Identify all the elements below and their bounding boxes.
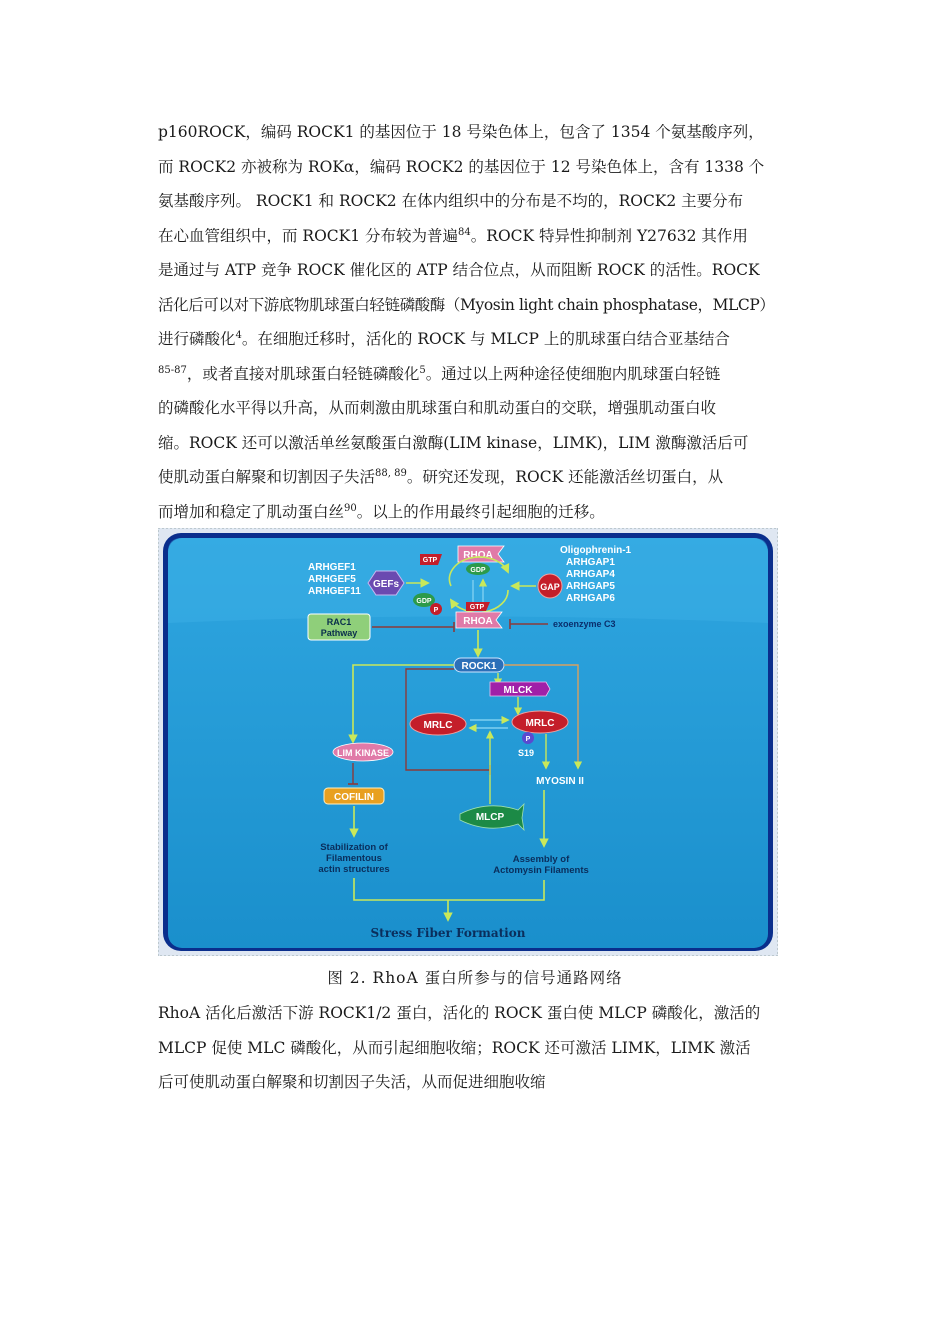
citation-ref: 5 [419,364,426,376]
cofilin-label: COFILIN [334,792,374,803]
text-line [158,184,803,219]
exoenzyme-label: exoenzyme C3 [553,619,616,629]
text-segment: 。通过以上两种途径使细胞内肌球蛋白轻链 [425,364,721,383]
phosphate-label: P [433,607,439,614]
rhoa-pathway-figure [158,528,778,956]
text-line [158,288,803,323]
text-line [158,150,803,185]
citation-ref: 85-87 [158,364,187,376]
text-segment: 而 ROCK2 亦被称为 ROKα，编码 ROCK2 的基因位于 12 号染色体上，含有 1338 个 [158,157,765,176]
text-segment: ，或者直接对肌球蛋白轻链磷酸化 [186,364,420,383]
text-segment: 在心血管组织中，而 ROCK1 分布较为普遍 [158,226,459,245]
assembly-label: Assembly of [512,854,570,865]
text-segment: 。以上的作用最终引起细胞的迁移。 [356,502,605,521]
mrlc-right-label: MRLC [525,718,555,729]
text-line [158,460,803,495]
gefs-label: GEFs [372,579,400,590]
rac1-label: RAC1 [326,617,352,627]
gef-item: ARHGEF5 [308,574,356,585]
citation-ref: 88, 89 [375,467,407,479]
rhoa-top-label: RHOA [463,550,493,561]
text-segment: 活化后可以对下游底物肌球蛋白轻链磷酸酶（Myosin light chain phosphatase，MLCP） [158,295,775,314]
text-line [158,357,803,392]
text-line [158,495,803,530]
text-line [158,996,803,1031]
gef-item: ARHGEF11 [308,586,361,597]
myosin-label: MYOSIN II [536,776,584,787]
text-segment: 的磷酸化水平得以升高，从而刺激由肌球蛋白和肌动蛋白的交联，增强肌动蛋白收 [158,399,717,417]
text-line [158,426,803,461]
text-segment: 后可使肌动蛋白解聚和切割因子失活，从而促进细胞收缩 [158,1073,546,1091]
gap-item: ARHGAP5 [566,581,615,592]
stab-label: Filamentous [326,853,382,864]
text-segment: 是通过与 ATP 竞争 ROCK 催化区的 ATP 结合位点，从而阻断 ROCK 的活性。ROCK [158,261,760,279]
assembly-label: Actomysin Filaments [493,865,589,876]
gdp-small-label: GDP [416,598,432,605]
text-line [158,219,803,254]
mlck-label: MLCK [503,685,533,696]
text-segment: 。在细胞迁移时，活化的 ROCK 与 MLCP 上的肌球蛋白结合亚基结合 [241,330,730,348]
text-segment: p160ROCK，编码 ROCK1 的基因位于 18 号染色体上，包含了 1354 个氨基酸序列， [158,123,764,141]
limk-label: LIM KINASE [336,748,390,758]
text-segment: 进行磷酸化 [158,330,236,348]
text-line [158,253,803,288]
text-segment: 使肌动蛋白解聚和切割因子失活 [158,468,376,486]
citation-ref: 90 [344,502,357,514]
text-segment: 。ROCK 特异性抑制剂 Y27632 其作用 [470,226,748,245]
stress-fiber-label: Stress Fiber Formation [370,926,526,940]
text-line [158,322,803,357]
stab-label: actin structures [318,864,390,875]
body-paragraph-1 [158,115,803,529]
gtp-small-label: GTP [422,557,438,564]
caption-paragraph [158,996,803,1100]
rock1-label: ROCK1 [461,661,497,672]
gap-label: GAP [540,582,560,592]
text-line [158,1031,803,1066]
stab-label: Stabilization of [320,842,388,853]
gef-item: ARHGEF1 [308,562,356,573]
text-line [158,391,803,426]
citation-ref: 84 [458,226,471,238]
gtp-bottom-label: GTP [469,604,485,611]
text-segment: 。研究还发现，ROCK 还能激活丝切蛋白，从 [406,468,724,486]
mrlc-left-label: MRLC [423,720,453,731]
gdp-top-label: GDP [470,567,486,574]
mlcp-label: MLCP [475,812,505,823]
gap-item: ARHGAP4 [566,569,615,580]
text-segment: 氨基酸序列。 ROCK1 和 ROCK2 在体内组织中的分布是不均的，ROCK2 主要分布 [158,192,744,210]
gap-item: Oligophrenin-1 [560,545,632,556]
text-segment: 缩。ROCK 还可以激活单丝氨酸蛋白激酶(LIM kinase，LIMK)，LIM 激酶激活后可 [158,433,749,452]
text-segment: MLCP 促使 MLC 磷酸化，从而引起细胞收缩；ROCK 还可激活 LIMK，LIMK 激活 [158,1038,751,1057]
phosphate-label: P [525,736,531,743]
pathway-diagram [158,528,778,956]
text-line [158,1065,803,1100]
figure-caption: 图 2. RhoA 蛋白所参与的信号通路网络 [327,969,623,987]
text-segment: RhoA 活化后激活下游 ROCK1/2 蛋白，活化的 ROCK 蛋白使 MLCP 磷酸化，激活的 [158,1004,761,1022]
rac1-label: Pathway [320,628,358,638]
gap-item: ARHGAP6 [566,593,615,604]
text-line [158,115,803,150]
text-segment: 而增加和稳定了肌动蛋白丝 [158,502,345,521]
s19-label: S19 [517,748,535,758]
gap-item: ARHGAP1 [566,557,615,568]
rhoa-bottom-label: RHOA [463,616,493,627]
citation-ref: 4 [235,329,242,341]
